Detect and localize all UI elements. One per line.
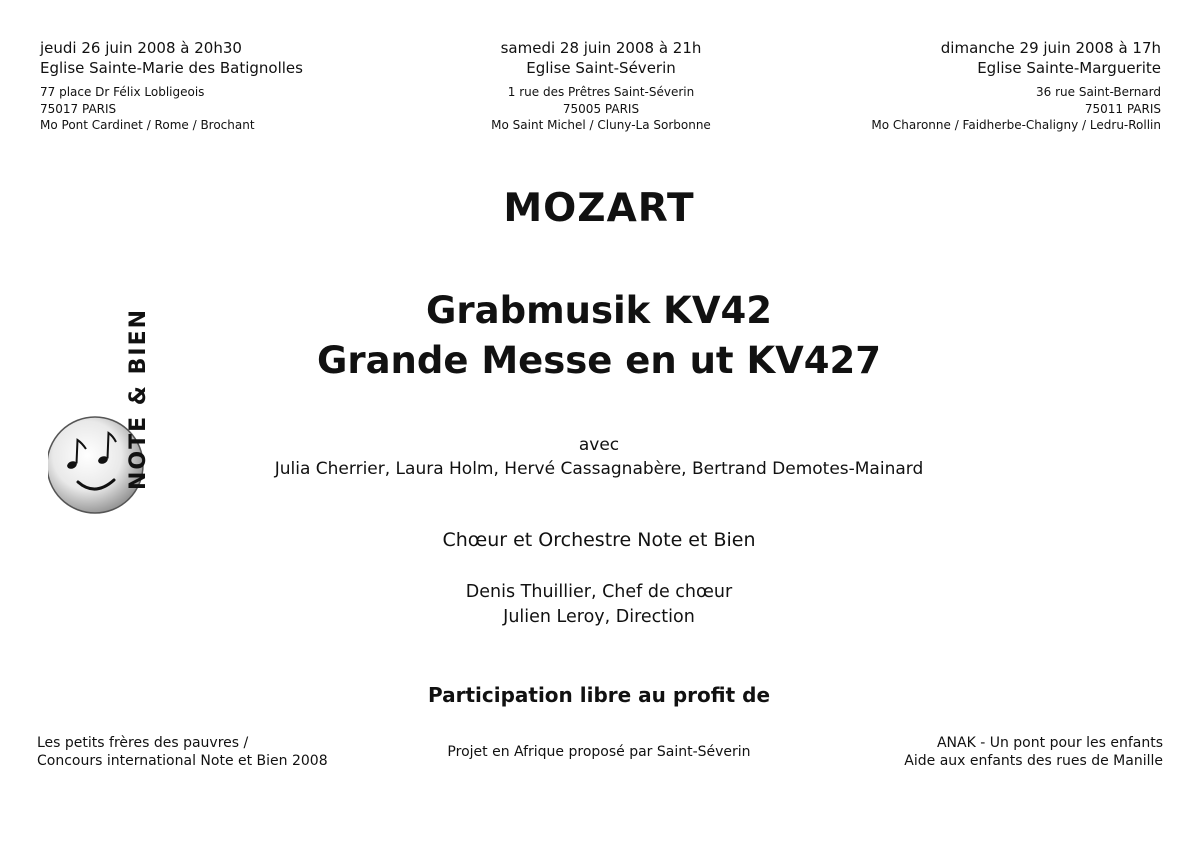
concert-date: jeudi 26 juin 2008 à 20h30 (40, 39, 242, 57)
street-address: 1 rue des Prêtres Saint-Séverin (507, 85, 695, 99)
logo-wordmark: NOTE & BIEN (126, 307, 151, 490)
concert-date: samedi 28 juin 2008 à 21h (500, 39, 702, 57)
music-director: Julien Leroy, Direction (503, 607, 695, 627)
metro-stations: Mo Charonne / Faidherbe-Chaligny / Ledru-Rollin (871, 118, 1161, 132)
concert-date: dimanche 29 juin 2008 à 17h (940, 39, 1161, 57)
work-grande-messe: Grande Messe en ut KV427 (316, 339, 882, 382)
choir-conductor: Denis Thuillier, Chef de chœur (465, 582, 733, 602)
venue-batignolles (40, 38, 370, 134)
work-grabmusik: Grabmusik KV42 (426, 289, 772, 332)
beneficiary-center: Projet en Afrique proposé par Saint-Séverin (447, 744, 751, 760)
street-address: 36 rue Saint-Bernard (1036, 85, 1161, 99)
composer-title: MOZART (503, 186, 695, 231)
soloists-block (0, 433, 1198, 481)
soloists-names: Julia Cherrier, Laura Holm, Hervé Cassagnabère, Bertrand Demotes-Mainard (274, 459, 924, 479)
beneficiary-line: ANAK - Un pont pour les enfants (936, 735, 1163, 751)
church-name: Eglise Saint-Séverin (526, 59, 676, 77)
church-name: Eglise Sainte-Marguerite (977, 59, 1161, 77)
program-works (0, 286, 1198, 386)
beneficiary-left (37, 734, 377, 770)
venue-saint-severin (420, 38, 782, 134)
beneficiary-right (830, 734, 1163, 770)
venue-sainte-marguerite (780, 38, 1161, 134)
street-address: 77 place Dr Félix Lobligeois (40, 85, 205, 99)
participation-heading: Participation libre au profit de (427, 683, 771, 707)
postal-city: 75011 PARIS (1084, 101, 1161, 116)
beneficiary-line: Les petits frères des pauvres / (37, 735, 249, 751)
beneficiary-line: Aide aux enfants des rues de Manille (904, 753, 1163, 769)
beneficiary-line: Concours international Note et Bien 2008 (37, 753, 328, 769)
metro-stations: Mo Pont Cardinet / Rome / Brochant (40, 118, 255, 132)
ensemble-name: Chœur et Orchestre Note et Bien (442, 529, 756, 551)
church-name: Eglise Sainte-Marie des Batignolles (40, 59, 303, 77)
conductors-block (0, 580, 1198, 630)
metro-stations: Mo Saint Michel / Cluny-La Sorbonne (491, 118, 711, 132)
postal-city: 75017 PARIS (40, 101, 117, 116)
soloists-intro: avec (578, 435, 620, 455)
postal-city: 75005 PARIS (562, 101, 640, 116)
